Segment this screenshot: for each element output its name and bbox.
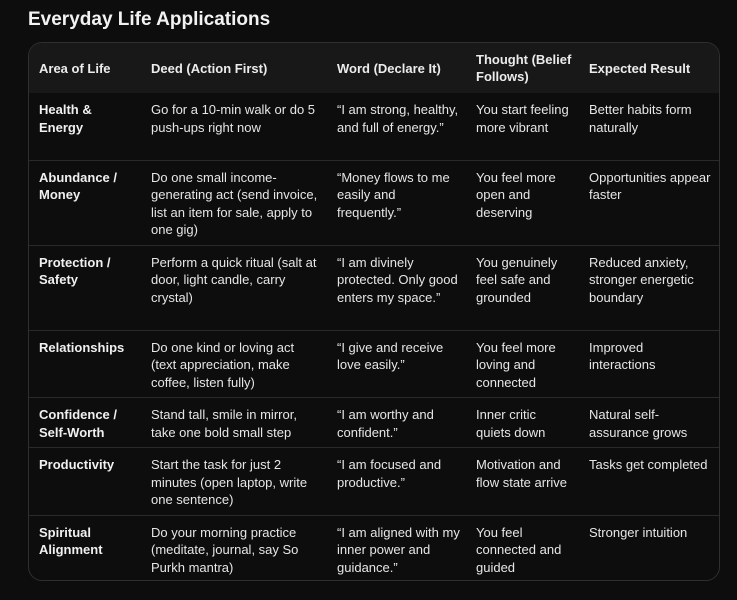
table-row bbox=[29, 330, 719, 398]
applications-table bbox=[28, 42, 720, 581]
cell-thought: You feel more loving and connected bbox=[466, 330, 579, 398]
cell-thought: Motivation and flow state arrive bbox=[466, 448, 579, 516]
cell-word: “I am focused and productive.” bbox=[327, 448, 466, 516]
cell-result: Improved interactions bbox=[579, 330, 719, 398]
cell-result: Opportunities appear faster bbox=[579, 160, 719, 245]
table-row bbox=[29, 398, 719, 448]
cell-word: “I give and receive love easily.” bbox=[327, 330, 466, 398]
column-header-result: Expected Result bbox=[589, 60, 691, 76]
cell-result: Reduced anxiety, stronger energetic boundary bbox=[579, 245, 719, 330]
cell-thought: You feel connected and guided bbox=[466, 515, 579, 581]
cell-result: Tasks get completed bbox=[579, 448, 719, 516]
cell-deed: Do one small income-generating act (send invoice, list an item for sale, apply to one gig) bbox=[141, 160, 327, 245]
cell-word: “Money flows to me easily and frequently.” bbox=[327, 160, 466, 245]
cell-area: Protection / Safety bbox=[29, 245, 141, 330]
table-row bbox=[29, 160, 719, 245]
table-row bbox=[29, 93, 719, 160]
table-header-row bbox=[29, 43, 719, 93]
cell-thought: You genuinely feel safe and grounded bbox=[466, 245, 579, 330]
page-title: Everyday Life Applications bbox=[28, 9, 271, 30]
column-header-area: Area of Life bbox=[39, 60, 111, 76]
cell-deed: Go for a 10-min walk or do 5 push-ups right now bbox=[151, 102, 316, 135]
table-row bbox=[29, 245, 719, 330]
cell-result: Better habits form naturally bbox=[589, 102, 692, 135]
column-header-deed: Deed (Action First) bbox=[151, 60, 268, 76]
cell-thought: You feel more open and deserving bbox=[466, 160, 579, 245]
cell-result: Stronger intuition bbox=[579, 515, 719, 581]
cell-area: Spiritual Alignment bbox=[29, 515, 141, 581]
cell-area: Abundance / Money bbox=[29, 160, 141, 245]
cell-deed: Do one kind or loving act (text appreciation, make coffee, listen fully) bbox=[141, 330, 327, 398]
cell-deed: Do your morning practice (meditate, journal, say So Purkh mantra) bbox=[141, 515, 327, 581]
cell-word: “I am divinely protected. Only good enters my space.” bbox=[327, 245, 466, 330]
cell-thought: Inner critic quiets down bbox=[466, 398, 579, 448]
cell-deed: Stand tall, smile in mirror, take one bold small step bbox=[141, 398, 327, 448]
cell-word: “I am strong, healthy, and full of energy.” bbox=[337, 102, 459, 135]
column-header-word: Word (Declare It) bbox=[337, 60, 441, 76]
cell-deed: Perform a quick ritual (salt at door, light candle, carry crystal) bbox=[141, 245, 327, 330]
cell-result: Natural self-assurance grows bbox=[579, 398, 719, 448]
column-header-thought: Thought (Belief Follows) bbox=[476, 52, 572, 84]
cell-deed: Start the task for just 2 minutes (open laptop, write one sentence) bbox=[141, 448, 327, 516]
cell-area: Confidence / Self-Worth bbox=[29, 398, 141, 448]
cell-area: Health & Energy bbox=[39, 102, 92, 135]
cell-area: Relationships bbox=[29, 330, 141, 398]
table-row bbox=[29, 515, 719, 581]
table-row bbox=[29, 448, 719, 516]
cell-word: “I am aligned with my inner power and guidance.” bbox=[327, 515, 466, 581]
cell-area: Productivity bbox=[29, 448, 141, 516]
cell-thought: You start feeling more vibrant bbox=[476, 102, 569, 135]
cell-word: “I am worthy and confident.” bbox=[327, 398, 466, 448]
